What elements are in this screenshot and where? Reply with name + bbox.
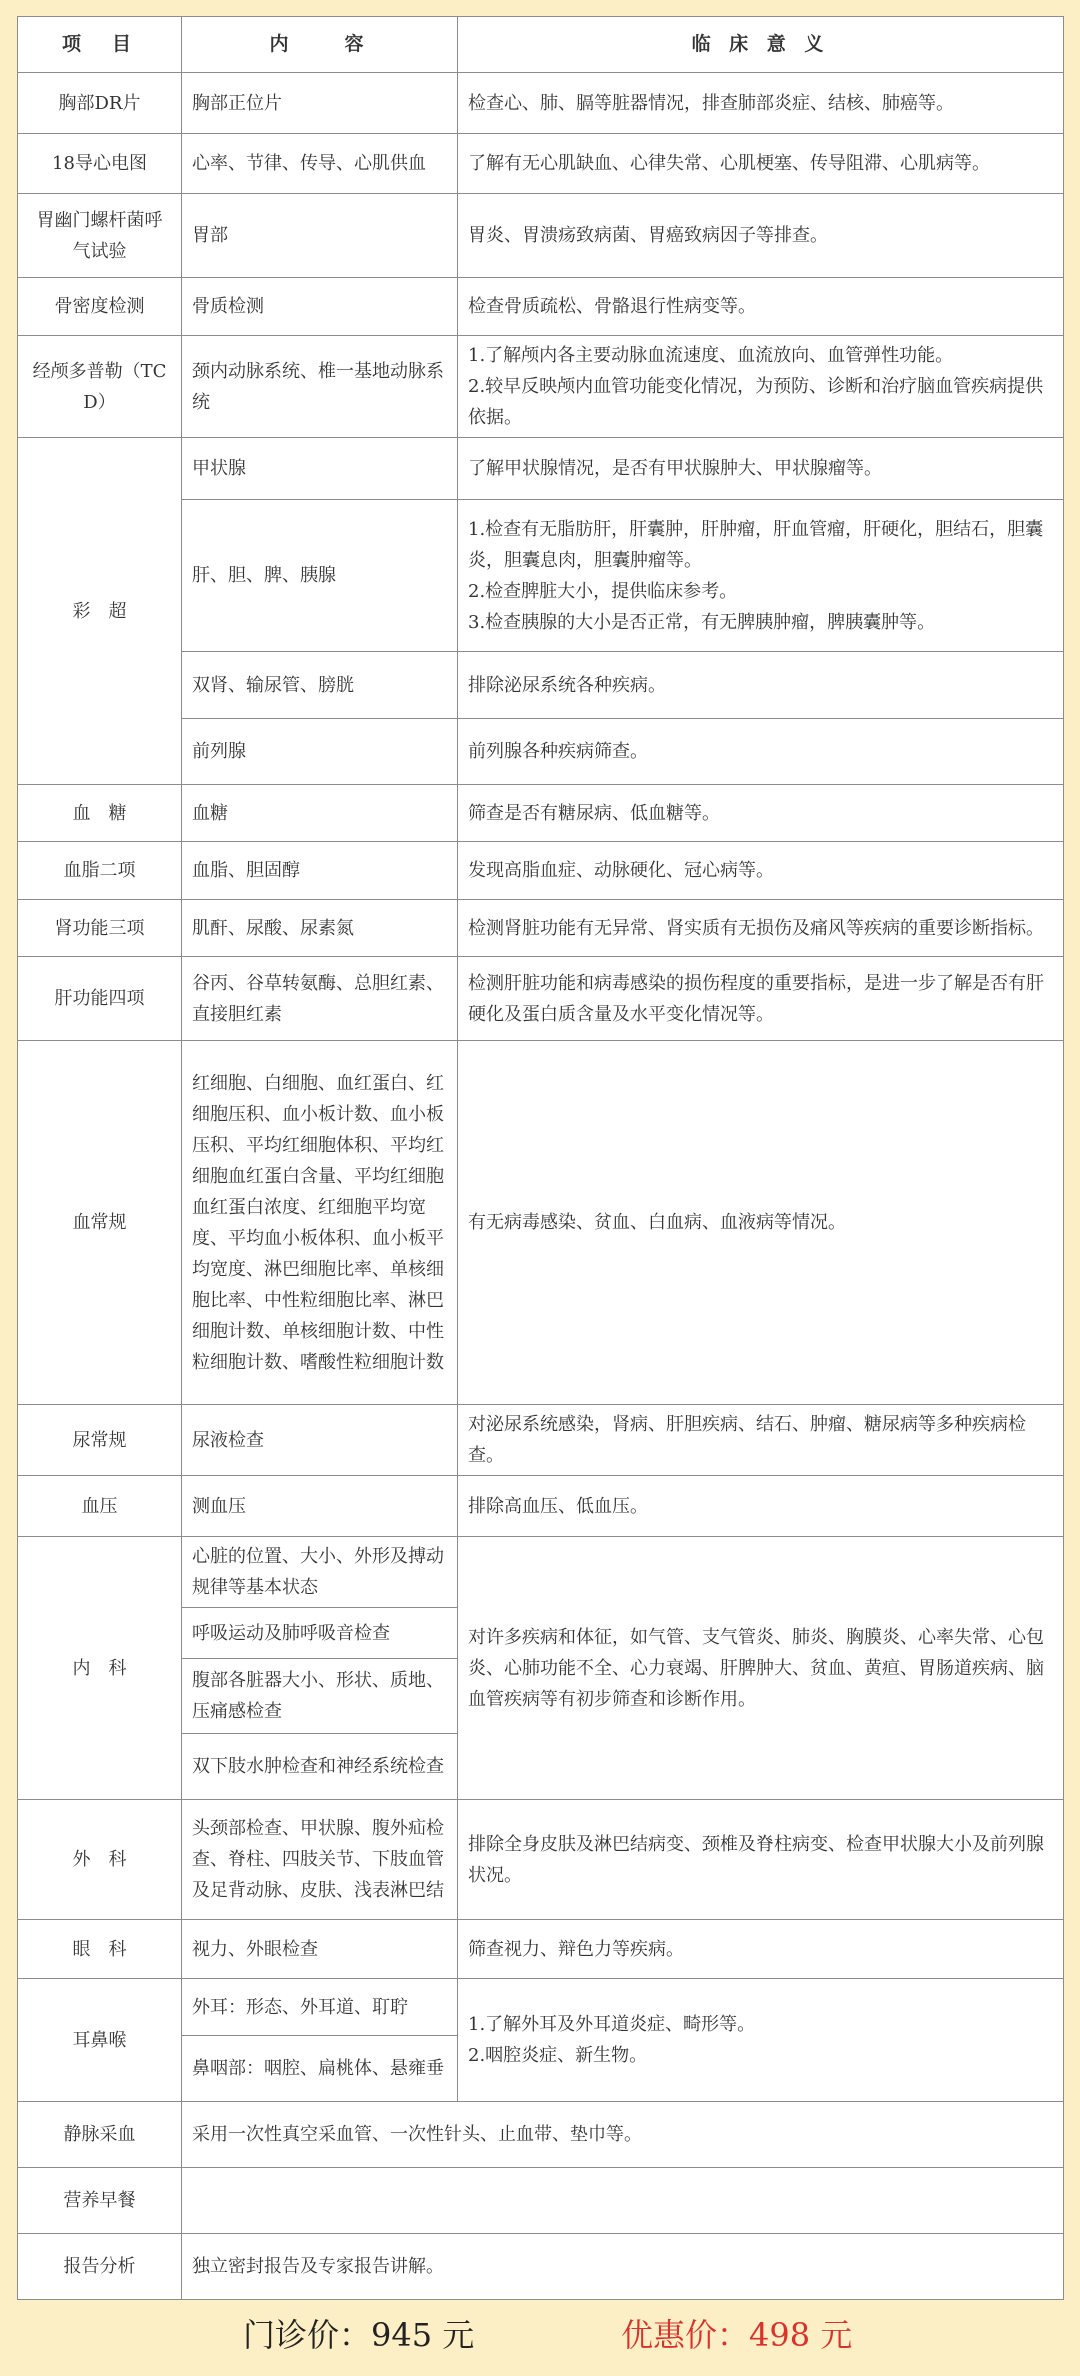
row-item: 血脂二项 <box>18 842 182 900</box>
row-content: 甲状腺 <box>182 438 458 500</box>
discount-price: 优惠价：498 元 <box>621 2316 853 2354</box>
row-meaning: 前列腺各种疾病筛查。 <box>458 719 1064 785</box>
row-meaning: 对泌尿系统感染，肾病、肝胆疾病、结石、肿瘤、糖尿病等多种疾病检查。 <box>458 1405 1064 1476</box>
row-content: 鼻咽部：咽腔、扁桃体、悬雍垂 <box>182 2036 458 2102</box>
exam-package-table-container <box>17 16 1063 2300</box>
row-meaning <box>458 1979 1064 2102</box>
table-row <box>18 194 1064 278</box>
row-content: 双肾、输尿管、膀胱 <box>182 652 458 719</box>
row-meaning: 排除全身皮肤及淋巴结病变、颈椎及脊柱病变、检查甲状腺大小及前列腺状况。 <box>458 1800 1064 1920</box>
row-meaning <box>458 336 1064 438</box>
table-row <box>18 957 1064 1041</box>
table-row <box>18 1920 1064 1979</box>
row-content: 谷丙、谷草转氨酶、总胆红素、直接胆红素 <box>182 957 458 1041</box>
row-item: 骨密度检测 <box>18 278 182 336</box>
row-meaning: 筛查是否有糖尿病、低血糖等。 <box>458 785 1064 842</box>
row-content: 肝、胆、脾、胰腺 <box>182 500 458 652</box>
row-content: 测血压 <box>182 1476 458 1537</box>
row-content: 血糖 <box>182 785 458 842</box>
row-item: 内 科 <box>18 1537 182 1800</box>
meaning-line: 1.检查有无脂肪肝，肝囊肿，肝肿瘤，肝血管瘤，肝硬化，胆结石，胆囊炎，胆囊息肉，胆囊肿瘤等。 <box>468 518 1044 571</box>
price-bar <box>0 2300 1080 2356</box>
row-meaning: 排除高血压、低血压。 <box>458 1476 1064 1537</box>
row-content: 头颈部检查、甲状腺、腹外疝检查、脊柱、四肢关节、下肢血管及足背动脉、皮肤、浅表淋巴结 <box>182 1800 458 1920</box>
row-content: 颈内动脉系统、椎一基地动脉系统 <box>182 336 458 438</box>
table-row <box>18 2234 1064 2300</box>
table-row <box>18 1405 1064 1476</box>
row-item: 外 科 <box>18 1800 182 1920</box>
row-item: 血压 <box>18 1476 182 1537</box>
meaning-line: 2.咽腔炎症、新生物。 <box>468 2045 648 2066</box>
table-row <box>18 900 1064 957</box>
row-item: 营养早餐 <box>18 2168 182 2234</box>
table-row <box>18 1041 1064 1405</box>
table-row <box>18 1979 1064 2036</box>
meaning-line: 3.检查胰腺的大小是否正常，有无脾胰肿瘤，脾胰囊肿等。 <box>468 611 936 633</box>
table-row <box>18 278 1064 336</box>
meaning-line: 2.检查脾脏大小，提供临床参考。 <box>468 580 738 602</box>
row-meaning: 检测肝脏功能和病毒感染的损伤程度的重要指标，是进一步了解是否有肝硬化及蛋白质含量及水平变化情况等。 <box>458 957 1064 1041</box>
row-content: 前列腺 <box>182 719 458 785</box>
row-item: 肝功能四项 <box>18 957 182 1041</box>
row-content: 胸部正位片 <box>182 73 458 134</box>
row-content: 双下肢水肿检查和神经系统检查 <box>182 1734 458 1800</box>
header-item: 项 目 <box>18 17 182 73</box>
row-item: 血常规 <box>18 1041 182 1405</box>
original-price: 门诊价：945 元 <box>243 2316 475 2354</box>
meaning-line: 1.了解外耳及外耳道炎症、畸形等。 <box>468 2014 756 2035</box>
row-content: 骨质检测 <box>182 278 458 336</box>
row-item: 胃幽门螺杆菌呼气试验 <box>18 194 182 278</box>
table-row <box>18 1476 1064 1537</box>
row-meaning: 胃炎、胃溃疡致病菌、胃癌致病因子等排查。 <box>458 194 1064 278</box>
row-meaning <box>458 500 1064 652</box>
row-item: 血 糖 <box>18 785 182 842</box>
table-row <box>18 2102 1064 2168</box>
row-meaning: 有无病毒感染、贫血、白血病、血液病等情况。 <box>458 1041 1064 1405</box>
row-content: 尿液检查 <box>182 1405 458 1476</box>
row-content: 视力、外眼检查 <box>182 1920 458 1979</box>
row-meaning: 排除泌尿系统各种疾病。 <box>458 652 1064 719</box>
row-content: 采用一次性真空采血管、一次性针头、止血带、垫巾等。 <box>182 2102 1064 2168</box>
row-item: 眼 科 <box>18 1920 182 1979</box>
row-item: 彩 超 <box>18 438 182 785</box>
row-meaning: 发现高脂血症、动脉硬化、冠心病等。 <box>458 842 1064 900</box>
meaning-line: 1.了解颅内各主要动脉血流速度、血流放向、血管弹性功能。 <box>468 345 954 366</box>
table-row <box>18 134 1064 194</box>
table-row <box>18 2168 1064 2234</box>
table-row <box>18 336 1064 438</box>
table-row <box>18 1800 1064 1920</box>
exam-package-table <box>17 16 1064 2300</box>
row-meaning: 检查心、肺、膈等脏器情况，排查肺部炎症、结核、肺癌等。 <box>458 73 1064 134</box>
row-item: 胸部DR片 <box>18 73 182 134</box>
row-item: 耳鼻喉 <box>18 1979 182 2102</box>
header-content: 内 容 <box>182 17 458 73</box>
row-meaning: 检查骨质疏松、骨骼退行性病变等。 <box>458 278 1064 336</box>
row-item: 静脉采血 <box>18 2102 182 2168</box>
row-content: 血脂、胆固醇 <box>182 842 458 900</box>
row-content: 肌酐、尿酸、尿素氮 <box>182 900 458 957</box>
row-content: 外耳：形态、外耳道、耵聍 <box>182 1979 458 2036</box>
table-row <box>18 73 1064 134</box>
row-meaning: 对许多疾病和体征，如气管、支气管炎、肺炎、胸膜炎、心率失常、心包炎、心肺功能不全、心力衰竭、肝脾肿大、贫血、黄疸、胃肠道疾病、脑血管疾病等有初步筛查和诊断作用。 <box>458 1537 1064 1800</box>
row-meaning: 筛查视力、辩色力等疾病。 <box>458 1920 1064 1979</box>
row-content: 独立密封报告及专家报告讲解。 <box>182 2234 1064 2300</box>
meaning-line: 2.较早反映颅内血管功能变化情况，为预防、诊断和治疗脑血管疾病提供依据。 <box>468 376 1044 428</box>
row-content: 心率、节律、传导、心肌供血 <box>182 134 458 194</box>
header-meaning: 临 床 意 义 <box>458 17 1064 73</box>
row-item: 肾功能三项 <box>18 900 182 957</box>
row-content <box>182 2168 1064 2234</box>
row-content: 呼吸运动及肺呼吸音检查 <box>182 1608 458 1659</box>
table-header-row <box>18 17 1064 73</box>
row-content: 心脏的位置、大小、外形及搏动规律等基本状态 <box>182 1537 458 1608</box>
row-item: 报告分析 <box>18 2234 182 2300</box>
table-row <box>18 785 1064 842</box>
row-item: 18导心电图 <box>18 134 182 194</box>
row-content: 腹部各脏器大小、形状、质地、压痛感检查 <box>182 1659 458 1734</box>
row-content: 胃部 <box>182 194 458 278</box>
row-meaning: 了解有无心肌缺血、心律失常、心肌梗塞、传导阻滞、心肌病等。 <box>458 134 1064 194</box>
row-meaning: 检测肾脏功能有无异常、肾实质有无损伤及痛风等疾病的重要诊断指标。 <box>458 900 1064 957</box>
row-item: 尿常规 <box>18 1405 182 1476</box>
row-meaning: 了解甲状腺情况，是否有甲状腺肿大、甲状腺瘤等。 <box>458 438 1064 500</box>
table-row <box>18 438 1064 500</box>
row-item: 经颅多普勒（TCD） <box>18 336 182 438</box>
table-row <box>18 842 1064 900</box>
table-row <box>18 1537 1064 1608</box>
row-content: 红细胞、白细胞、血红蛋白、红细胞压积、血小板计数、血小板压积、平均红细胞体积、平均红细胞血红蛋白含量、平均红细胞血红蛋白浓度、红细胞平均宽度、平均血小板体积、血小板平均宽度、淋巴细胞比率、单核细胞比率、中性粒细胞比率、淋巴细胞计数、单核细胞计数、中性粒细胞计数、嗜酸性粒细胞计数 <box>182 1041 458 1405</box>
